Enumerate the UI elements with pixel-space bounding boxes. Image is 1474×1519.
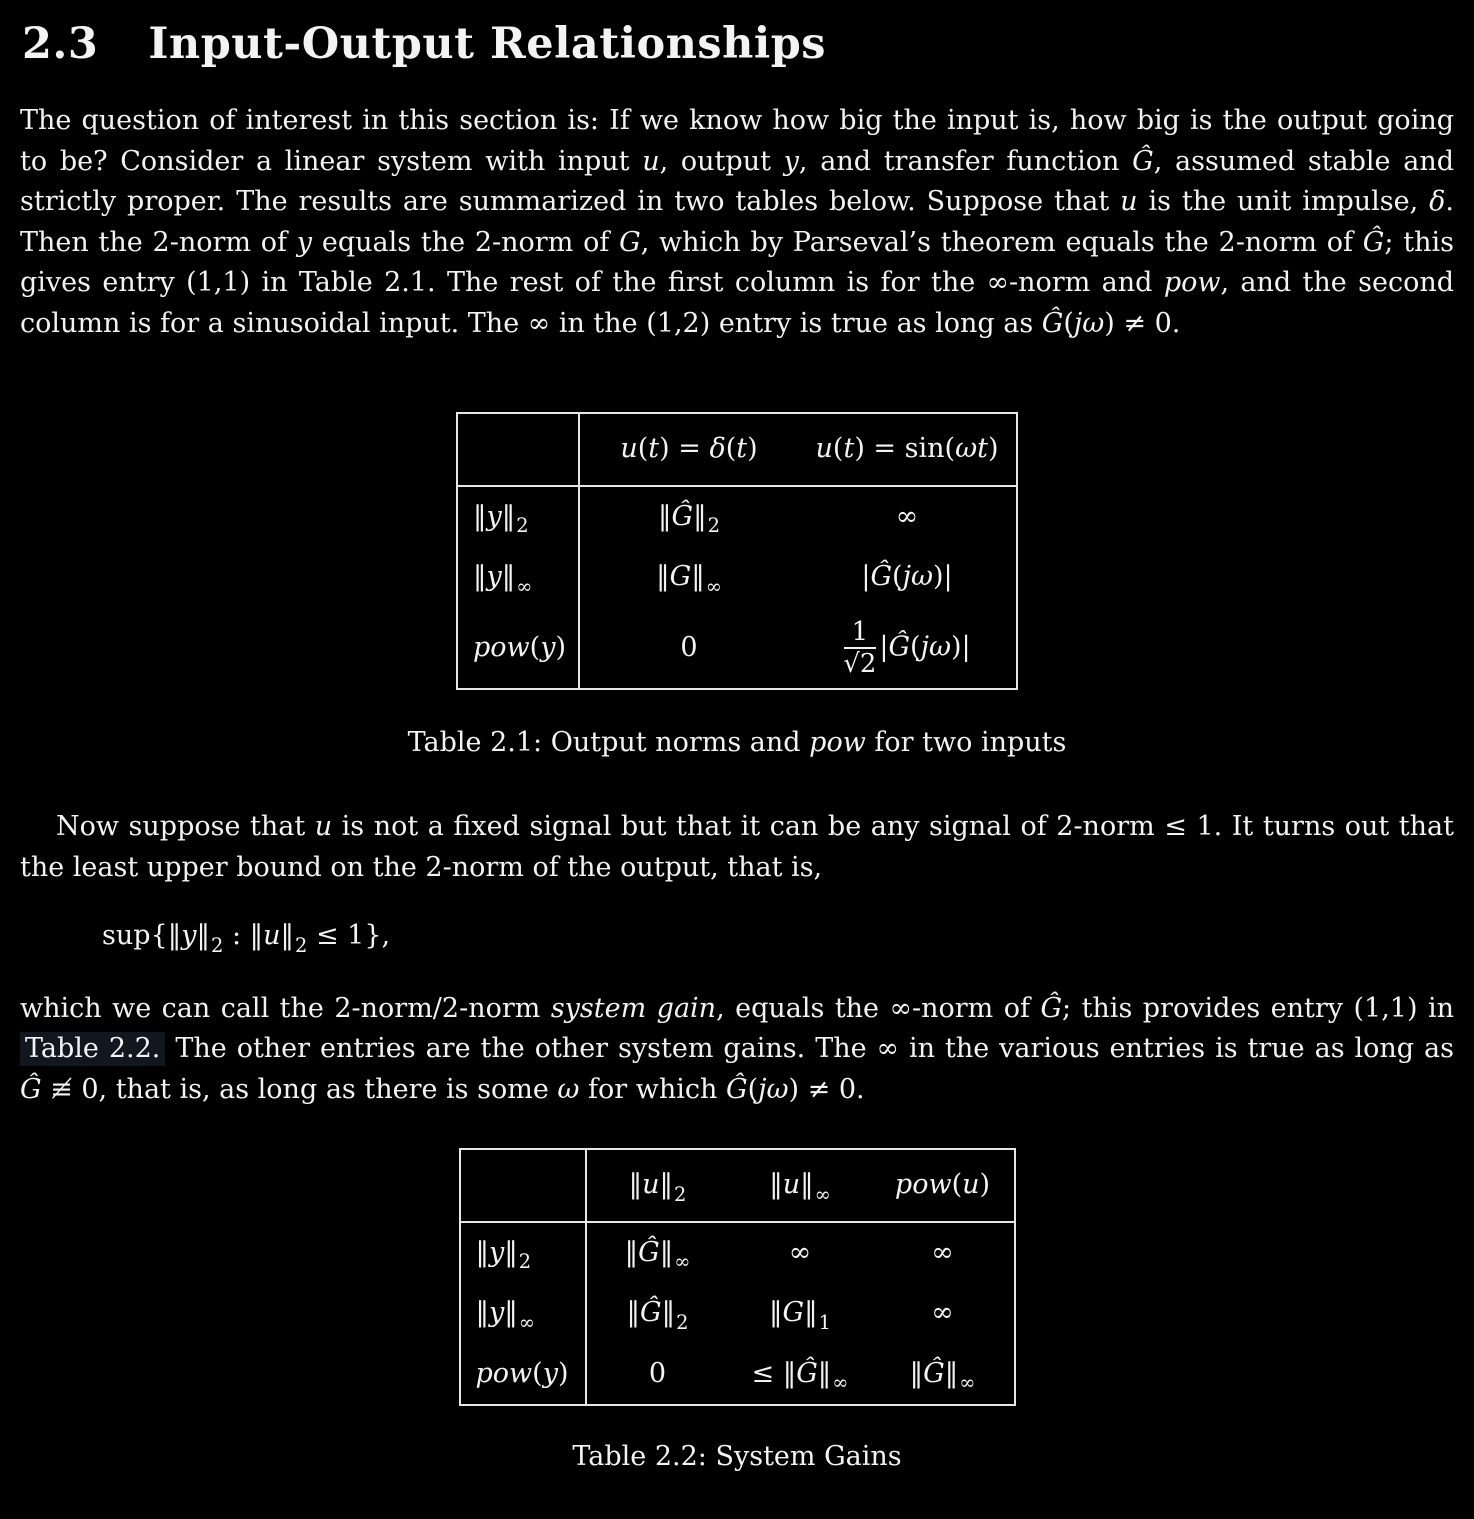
table-2-1-col-header-impulse: u(t) = δ(t) bbox=[579, 413, 798, 486]
cell-3-1: 0 bbox=[680, 631, 698, 663]
table-row bbox=[457, 486, 1017, 548]
cell-1-2: ∞ bbox=[895, 500, 919, 532]
table-2-2 bbox=[459, 1148, 1016, 1406]
cell-2-2: |Ĝ(jω)| bbox=[861, 561, 953, 593]
table-row bbox=[460, 1344, 1015, 1406]
table-2-1-col-header-sinusoid: u(t) = sin(ωt) bbox=[798, 413, 1017, 486]
cell-1-3: ∞ bbox=[931, 1236, 954, 1268]
row-label-y-2norm: $‖y‖_2$ bbox=[460, 1222, 586, 1284]
cell-2-1: $‖Ĝ‖_2$ bbox=[626, 1297, 689, 1334]
table-row bbox=[457, 547, 1017, 608]
table-2-1 bbox=[456, 412, 1018, 689]
cell-1-1: $‖Ĝ‖_\infty$ bbox=[624, 1236, 691, 1274]
table-2-1-corner-cell bbox=[457, 413, 579, 486]
table-2-2-corner-cell bbox=[460, 1149, 586, 1222]
paragraph-intro: The question of interest in this section is: If we know how big the input is, how big is the output going to be? Consider a linear system with input u, output y, and transfer function Ĝ, assumed stable and strictly proper. The results are summarized in two tables below. Suppose that u is the unit impulse, δ. Then the 2-norm of y equals the 2-norm of G, which by Parseval’s theorem equals the 2-norm of Ĝ; this gives entry (1,1) in Table 2.1. The rest of the first column is for the ∞-norm and pow, and the second column is for a sinusoidal input. The ∞ in the (1,2) entry is true as long as Ĝ(jω) ≠ 0. bbox=[20, 105, 1455, 339]
table-2-2-col-header-uinfnorm: $‖u‖_\infty$ bbox=[729, 1149, 872, 1222]
table-2-2-container bbox=[20, 1148, 1454, 1406]
cell-2-2: $‖G‖_1$ bbox=[769, 1297, 831, 1334]
table-row bbox=[457, 608, 1017, 689]
row-label-y-infnorm: $‖y‖_\infty$ bbox=[457, 547, 579, 608]
table-2-2-header-row bbox=[460, 1149, 1015, 1222]
paragraph-system-gain: which we can call the 2-norm/2-norm system gain, equals the ∞-norm of Ĝ; this provides entry (1,1) in Table 2.2. The other entries are the other system gains. The ∞ in the various entries is true as long as Ĝ ≢ 0, that is, as long as there is some ω for which Ĝ(jω) ≠ 0. bbox=[20, 992, 1454, 1105]
row-label-y-infnorm: $‖y‖_\infty$ bbox=[460, 1283, 586, 1344]
paragraph-now-suppose: Now suppose that u is not a fixed signal but that it can be any signal of 2-norm ≤ 1. It turns out that the least upper bound on the 2-norm of the output, that is, bbox=[20, 811, 1454, 883]
display-equation-sup-norm: $sup\{‖y‖_2$ : $‖u‖_2 \le 1$}, bbox=[102, 920, 391, 957]
table-row bbox=[460, 1222, 1015, 1284]
section-number: 2.3 bbox=[22, 19, 99, 69]
row-label-pow-y: pow(y) bbox=[460, 1344, 586, 1406]
table-row bbox=[460, 1283, 1015, 1344]
row-label-pow-y: pow(y) bbox=[457, 608, 579, 689]
table-2-1-caption: Table 2.1: Output norms and pow for two inputs bbox=[407, 726, 1067, 758]
table-2-2-caption: Table 2.2: System Gains bbox=[572, 1441, 902, 1473]
cell-2-3: ∞ bbox=[931, 1297, 954, 1329]
cell-3-1: 0 bbox=[648, 1357, 667, 1389]
cell-3-2: $\frac{1}{√2}$ |Ĝ(jω)| bbox=[843, 616, 971, 679]
table-2-2-col-header-pow-u: pow(u) bbox=[872, 1149, 1015, 1222]
cell-2-1: $‖G‖_\infty$ bbox=[656, 561, 722, 598]
table-2-2-col-header-u2norm: $‖u‖_2$ bbox=[586, 1149, 729, 1222]
one-over-sqrt2-fraction: $\frac{1}{√2}$ bbox=[843, 616, 877, 679]
section-title: Input-Output Relationships bbox=[148, 19, 826, 69]
cell-1-2: ∞ bbox=[788, 1236, 812, 1268]
section-heading bbox=[22, 20, 1454, 69]
table-2-1-container bbox=[20, 412, 1454, 689]
table-2-1-header-row bbox=[457, 413, 1017, 486]
table-2-2-link[interactable]: Table 2.2. bbox=[20, 1032, 165, 1066]
row-label-y-2norm: $‖y‖_2$ bbox=[457, 486, 579, 548]
cell-3-2: ≤ $‖Ĝ‖_\infty$ bbox=[751, 1357, 849, 1395]
cell-3-3: $‖Ĝ‖_\infty$ bbox=[909, 1357, 976, 1395]
cell-1-1: $‖Ĝ‖_2$ bbox=[658, 500, 720, 538]
